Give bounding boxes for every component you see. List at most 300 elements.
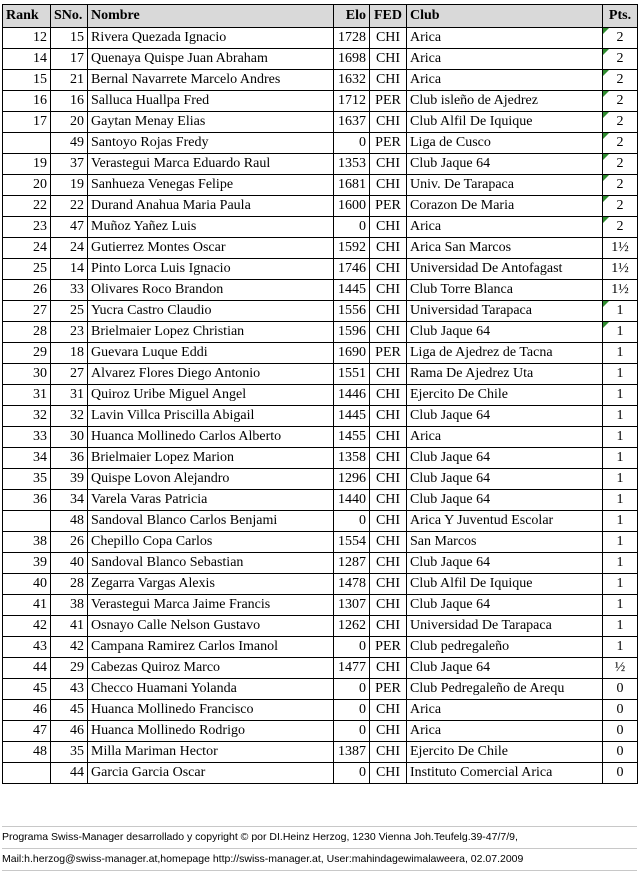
cell-elo[interactable] bbox=[334, 301, 370, 322]
cell-name[interactable] bbox=[88, 511, 334, 532]
cell-rank[interactable] bbox=[3, 616, 51, 637]
table-row bbox=[3, 616, 638, 637]
cell-fed[interactable] bbox=[370, 658, 407, 679]
cell-elo[interactable] bbox=[334, 238, 370, 259]
cell-sno[interactable] bbox=[51, 511, 88, 532]
col-header-pts[interactable]: Pts. bbox=[603, 5, 638, 28]
cell-pts[interactable] bbox=[603, 196, 638, 217]
cell-rank[interactable] bbox=[3, 175, 51, 196]
col-header-elo[interactable]: Elo bbox=[334, 5, 370, 28]
cell-rank[interactable] bbox=[3, 406, 51, 427]
cell-sno[interactable] bbox=[51, 301, 88, 322]
cell-rank[interactable] bbox=[3, 364, 51, 385]
cell-name[interactable] bbox=[88, 217, 334, 238]
cell-pts[interactable] bbox=[603, 301, 638, 322]
cell-elo[interactable] bbox=[334, 154, 370, 175]
cell-pts[interactable] bbox=[603, 553, 638, 574]
cell-elo[interactable] bbox=[334, 763, 370, 784]
cell-name[interactable] bbox=[88, 322, 334, 343]
cell-sno[interactable] bbox=[51, 616, 88, 637]
cell-club-value: Club Jaque 64 bbox=[410, 555, 491, 570]
cell-elo[interactable] bbox=[334, 280, 370, 301]
comment-indicator-icon[interactable] bbox=[603, 49, 609, 55]
cell-fed[interactable] bbox=[370, 49, 407, 70]
cell-sno[interactable] bbox=[51, 637, 88, 658]
cell-rank[interactable] bbox=[3, 49, 51, 70]
comment-indicator-icon[interactable] bbox=[603, 91, 609, 97]
cell-sno-value: 19 bbox=[70, 177, 84, 192]
cell-name[interactable] bbox=[88, 469, 334, 490]
cell-pts[interactable] bbox=[603, 616, 638, 637]
cell-rank[interactable] bbox=[3, 217, 51, 238]
cell-sno[interactable] bbox=[51, 280, 88, 301]
cell-elo[interactable] bbox=[334, 511, 370, 532]
comment-indicator-icon[interactable] bbox=[603, 196, 609, 202]
table-row bbox=[3, 511, 638, 532]
cell-club[interactable] bbox=[407, 511, 603, 532]
cell-rank[interactable] bbox=[3, 112, 51, 133]
cell-fed-value: CHI bbox=[375, 324, 401, 339]
cell-name[interactable] bbox=[88, 637, 334, 658]
cell-club[interactable] bbox=[407, 343, 603, 364]
cell-fed[interactable] bbox=[370, 469, 407, 490]
cell-elo[interactable] bbox=[334, 49, 370, 70]
cell-club[interactable] bbox=[407, 175, 603, 196]
cell-rank[interactable] bbox=[3, 259, 51, 280]
cell-elo[interactable] bbox=[334, 406, 370, 427]
cell-club[interactable] bbox=[407, 469, 603, 490]
cell-name[interactable] bbox=[88, 763, 334, 784]
col-header-fed[interactable]: FED bbox=[370, 5, 407, 28]
cell-sno[interactable] bbox=[51, 49, 88, 70]
cell-name[interactable] bbox=[88, 175, 334, 196]
cell-rank[interactable] bbox=[3, 469, 51, 490]
cell-pts[interactable] bbox=[603, 238, 638, 259]
comment-indicator-icon[interactable] bbox=[603, 217, 609, 223]
cell-name[interactable] bbox=[88, 742, 334, 763]
cell-elo[interactable] bbox=[334, 742, 370, 763]
cell-sno[interactable] bbox=[51, 322, 88, 343]
cell-elo[interactable] bbox=[334, 574, 370, 595]
cell-fed[interactable] bbox=[370, 742, 407, 763]
cell-elo[interactable] bbox=[334, 28, 370, 49]
cell-rank[interactable] bbox=[3, 511, 51, 532]
cell-pts[interactable] bbox=[603, 490, 638, 511]
cell-name[interactable] bbox=[88, 490, 334, 511]
cell-fed[interactable] bbox=[370, 91, 407, 112]
cell-fed[interactable] bbox=[370, 427, 407, 448]
col-header-sno[interactable]: SNo. bbox=[51, 5, 88, 28]
cell-elo[interactable] bbox=[334, 217, 370, 238]
cell-rank[interactable] bbox=[3, 574, 51, 595]
cell-elo[interactable] bbox=[334, 343, 370, 364]
cell-elo[interactable] bbox=[334, 175, 370, 196]
cell-elo-value: 1445 bbox=[338, 408, 366, 423]
cell-pts[interactable] bbox=[603, 595, 638, 616]
cell-pts[interactable] bbox=[603, 700, 638, 721]
cell-pts[interactable] bbox=[603, 217, 638, 238]
cell-pts[interactable] bbox=[603, 679, 638, 700]
cell-name-value: Varela Varas Patricia bbox=[91, 492, 208, 507]
cell-elo[interactable] bbox=[334, 637, 370, 658]
cell-club[interactable] bbox=[407, 742, 603, 763]
cell-fed-value: CHI bbox=[375, 597, 401, 612]
cell-rank[interactable] bbox=[3, 532, 51, 553]
cell-fed[interactable] bbox=[370, 133, 407, 154]
cell-elo[interactable] bbox=[334, 595, 370, 616]
cell-sno[interactable] bbox=[51, 448, 88, 469]
cell-fed[interactable] bbox=[370, 448, 407, 469]
cell-fed-value: CHI bbox=[375, 618, 401, 633]
cell-name[interactable] bbox=[88, 49, 334, 70]
cell-club[interactable] bbox=[407, 574, 603, 595]
cell-fed[interactable] bbox=[370, 301, 407, 322]
col-header-rank[interactable]: Rank bbox=[3, 5, 51, 28]
cell-pts[interactable] bbox=[603, 49, 638, 70]
cell-club[interactable] bbox=[407, 532, 603, 553]
cell-club[interactable] bbox=[407, 91, 603, 112]
cell-rank[interactable] bbox=[3, 280, 51, 301]
cell-name-value: Alvarez Flores Diego Antonio bbox=[91, 366, 261, 381]
cell-sno[interactable] bbox=[51, 763, 88, 784]
cell-rank[interactable] bbox=[3, 658, 51, 679]
cell-name[interactable] bbox=[88, 721, 334, 742]
cell-fed[interactable] bbox=[370, 490, 407, 511]
cell-name[interactable] bbox=[88, 280, 334, 301]
cell-fed[interactable] bbox=[370, 364, 407, 385]
cell-rank[interactable] bbox=[3, 70, 51, 91]
cell-pts[interactable] bbox=[603, 364, 638, 385]
cell-sno[interactable] bbox=[51, 364, 88, 385]
cell-fed[interactable] bbox=[370, 28, 407, 49]
cell-rank[interactable] bbox=[3, 28, 51, 49]
cell-sno[interactable] bbox=[51, 343, 88, 364]
cell-elo-value: 1746 bbox=[338, 261, 366, 276]
cell-fed[interactable] bbox=[370, 259, 407, 280]
cell-rank[interactable] bbox=[3, 343, 51, 364]
cell-name[interactable] bbox=[88, 448, 334, 469]
cell-name-value: Salluca Huallpa Fred bbox=[91, 93, 210, 108]
cell-sno[interactable] bbox=[51, 385, 88, 406]
cell-sno[interactable] bbox=[51, 742, 88, 763]
cell-fed-value: CHI bbox=[375, 576, 401, 591]
cell-club[interactable] bbox=[407, 658, 603, 679]
cell-pts[interactable] bbox=[603, 658, 638, 679]
cell-pts[interactable] bbox=[603, 280, 638, 301]
cell-fed[interactable] bbox=[370, 406, 407, 427]
cell-rank[interactable] bbox=[3, 448, 51, 469]
col-header-club[interactable]: Club bbox=[407, 5, 603, 28]
cell-sno[interactable] bbox=[51, 553, 88, 574]
cell-sno[interactable] bbox=[51, 427, 88, 448]
cell-club[interactable] bbox=[407, 637, 603, 658]
cell-pts[interactable] bbox=[603, 742, 638, 763]
cell-pts[interactable] bbox=[603, 574, 638, 595]
cell-pts[interactable] bbox=[603, 448, 638, 469]
cell-sno[interactable] bbox=[51, 238, 88, 259]
cell-name[interactable] bbox=[88, 154, 334, 175]
cell-name[interactable] bbox=[88, 112, 334, 133]
cell-sno-value: 42 bbox=[70, 639, 84, 654]
cell-club-value: Arica Y Juventud Escolar bbox=[410, 513, 554, 528]
cell-club[interactable] bbox=[407, 238, 603, 259]
cell-name[interactable] bbox=[88, 553, 334, 574]
cell-name[interactable] bbox=[88, 364, 334, 385]
cell-fed[interactable] bbox=[370, 679, 407, 700]
cell-club[interactable] bbox=[407, 595, 603, 616]
cell-club[interactable] bbox=[407, 406, 603, 427]
cell-name[interactable] bbox=[88, 406, 334, 427]
cell-fed[interactable] bbox=[370, 721, 407, 742]
cell-club[interactable] bbox=[407, 448, 603, 469]
comment-indicator-icon[interactable] bbox=[603, 175, 609, 181]
cell-pts[interactable] bbox=[603, 112, 638, 133]
cell-fed[interactable] bbox=[370, 385, 407, 406]
cell-rank[interactable] bbox=[3, 385, 51, 406]
cell-sno[interactable] bbox=[51, 721, 88, 742]
cell-rank[interactable] bbox=[3, 238, 51, 259]
cell-name[interactable] bbox=[88, 238, 334, 259]
cell-pts[interactable] bbox=[603, 259, 638, 280]
cell-name[interactable] bbox=[88, 532, 334, 553]
cell-name[interactable] bbox=[88, 133, 334, 154]
cell-sno[interactable] bbox=[51, 658, 88, 679]
cell-elo[interactable] bbox=[334, 112, 370, 133]
cell-elo[interactable] bbox=[334, 70, 370, 91]
cell-sno[interactable] bbox=[51, 679, 88, 700]
cell-fed[interactable] bbox=[370, 70, 407, 91]
cell-name[interactable] bbox=[88, 301, 334, 322]
cell-name[interactable] bbox=[88, 658, 334, 679]
cell-name[interactable] bbox=[88, 343, 334, 364]
cell-elo[interactable] bbox=[334, 259, 370, 280]
cell-club[interactable] bbox=[407, 280, 603, 301]
cell-sno[interactable] bbox=[51, 154, 88, 175]
cell-rank[interactable] bbox=[3, 322, 51, 343]
comment-indicator-icon[interactable] bbox=[603, 112, 609, 118]
cell-elo[interactable] bbox=[334, 658, 370, 679]
cell-rank[interactable] bbox=[3, 742, 51, 763]
cell-rank[interactable] bbox=[3, 595, 51, 616]
cell-club[interactable] bbox=[407, 301, 603, 322]
cell-elo[interactable] bbox=[334, 448, 370, 469]
cell-pts[interactable] bbox=[603, 427, 638, 448]
cell-name[interactable] bbox=[88, 574, 334, 595]
cell-pts[interactable] bbox=[603, 322, 638, 343]
cell-club[interactable] bbox=[407, 154, 603, 175]
cell-sno[interactable] bbox=[51, 91, 88, 112]
cell-sno[interactable] bbox=[51, 217, 88, 238]
cell-sno[interactable] bbox=[51, 532, 88, 553]
comment-indicator-icon[interactable] bbox=[603, 28, 609, 34]
cell-club[interactable] bbox=[407, 322, 603, 343]
cell-club[interactable] bbox=[407, 217, 603, 238]
cell-elo[interactable] bbox=[334, 427, 370, 448]
cell-fed[interactable] bbox=[370, 763, 407, 784]
cell-rank[interactable] bbox=[3, 133, 51, 154]
cell-fed[interactable] bbox=[370, 154, 407, 175]
cell-club[interactable] bbox=[407, 112, 603, 133]
cell-pts[interactable] bbox=[603, 175, 638, 196]
cell-club[interactable] bbox=[407, 553, 603, 574]
cell-name[interactable] bbox=[88, 70, 334, 91]
cell-pts[interactable] bbox=[603, 385, 638, 406]
cell-sno[interactable] bbox=[51, 112, 88, 133]
cell-elo[interactable] bbox=[334, 91, 370, 112]
cell-fed[interactable] bbox=[370, 343, 407, 364]
cell-elo[interactable] bbox=[334, 364, 370, 385]
cell-club[interactable] bbox=[407, 49, 603, 70]
cell-pts-value: 1 bbox=[616, 492, 624, 507]
cell-name[interactable] bbox=[88, 595, 334, 616]
cell-elo[interactable] bbox=[334, 616, 370, 637]
cell-rank[interactable] bbox=[3, 91, 51, 112]
cell-rank[interactable] bbox=[3, 637, 51, 658]
cell-pts[interactable] bbox=[603, 721, 638, 742]
cell-fed[interactable] bbox=[370, 196, 407, 217]
cell-sno[interactable] bbox=[51, 469, 88, 490]
cell-pts[interactable] bbox=[603, 637, 638, 658]
cell-pts[interactable] bbox=[603, 469, 638, 490]
cell-club[interactable] bbox=[407, 385, 603, 406]
cell-elo[interactable] bbox=[334, 322, 370, 343]
cell-elo[interactable] bbox=[334, 700, 370, 721]
cell-elo-value: 0 bbox=[359, 513, 366, 528]
cell-club[interactable] bbox=[407, 616, 603, 637]
cell-fed[interactable] bbox=[370, 700, 407, 721]
cell-name[interactable] bbox=[88, 616, 334, 637]
cell-fed[interactable] bbox=[370, 574, 407, 595]
cell-fed[interactable] bbox=[370, 112, 407, 133]
cell-club[interactable] bbox=[407, 490, 603, 511]
cell-pts[interactable] bbox=[603, 28, 638, 49]
cell-elo-value: 1712 bbox=[338, 93, 366, 108]
cell-elo[interactable] bbox=[334, 532, 370, 553]
cell-fed[interactable] bbox=[370, 238, 407, 259]
cell-pts[interactable] bbox=[603, 763, 638, 784]
cell-name[interactable] bbox=[88, 196, 334, 217]
cell-elo[interactable] bbox=[334, 133, 370, 154]
cell-fed[interactable] bbox=[370, 616, 407, 637]
cell-elo[interactable] bbox=[334, 553, 370, 574]
comment-indicator-icon[interactable] bbox=[603, 133, 609, 139]
cell-rank[interactable] bbox=[3, 427, 51, 448]
cell-pts[interactable] bbox=[603, 70, 638, 91]
cell-elo[interactable] bbox=[334, 721, 370, 742]
cell-sno[interactable] bbox=[51, 70, 88, 91]
cell-fed[interactable] bbox=[370, 175, 407, 196]
comment-indicator-icon[interactable] bbox=[603, 322, 609, 328]
cell-club[interactable] bbox=[407, 364, 603, 385]
cell-sno[interactable] bbox=[51, 259, 88, 280]
cell-pts[interactable] bbox=[603, 133, 638, 154]
cell-elo[interactable] bbox=[334, 490, 370, 511]
cell-club[interactable] bbox=[407, 763, 603, 784]
cell-sno[interactable] bbox=[51, 490, 88, 511]
cell-rank[interactable] bbox=[3, 154, 51, 175]
cell-fed[interactable] bbox=[370, 637, 407, 658]
cell-club[interactable] bbox=[407, 259, 603, 280]
cell-name[interactable] bbox=[88, 385, 334, 406]
cell-fed[interactable] bbox=[370, 280, 407, 301]
cell-club[interactable] bbox=[407, 679, 603, 700]
table-row bbox=[3, 385, 638, 406]
cell-fed-value: CHI bbox=[375, 660, 401, 675]
cell-elo[interactable] bbox=[334, 679, 370, 700]
cell-club[interactable] bbox=[407, 700, 603, 721]
cell-rank[interactable] bbox=[3, 490, 51, 511]
cell-elo[interactable] bbox=[334, 385, 370, 406]
cell-pts[interactable] bbox=[603, 343, 638, 364]
cell-club[interactable] bbox=[407, 721, 603, 742]
cell-fed[interactable] bbox=[370, 532, 407, 553]
cell-name[interactable] bbox=[88, 427, 334, 448]
cell-sno[interactable] bbox=[51, 595, 88, 616]
cell-pts[interactable] bbox=[603, 511, 638, 532]
cell-rank[interactable] bbox=[3, 196, 51, 217]
cell-pts[interactable] bbox=[603, 406, 638, 427]
cell-elo[interactable] bbox=[334, 469, 370, 490]
cell-pts[interactable] bbox=[603, 91, 638, 112]
cell-elo-value: 1478 bbox=[338, 576, 366, 591]
cell-club[interactable] bbox=[407, 196, 603, 217]
cell-rank[interactable] bbox=[3, 700, 51, 721]
cell-sno[interactable] bbox=[51, 28, 88, 49]
cell-name[interactable] bbox=[88, 259, 334, 280]
cell-sno[interactable] bbox=[51, 196, 88, 217]
cell-name-value: Pinto Lorca Luis Ignacio bbox=[91, 261, 231, 276]
cell-sno[interactable] bbox=[51, 133, 88, 154]
cell-sno[interactable] bbox=[51, 175, 88, 196]
cell-fed[interactable] bbox=[370, 553, 407, 574]
cell-sno[interactable] bbox=[51, 406, 88, 427]
cell-sno-value: 44 bbox=[70, 765, 84, 780]
cell-club[interactable] bbox=[407, 133, 603, 154]
cell-elo-value: 0 bbox=[359, 702, 366, 717]
cell-rank[interactable] bbox=[3, 721, 51, 742]
table-row bbox=[3, 154, 638, 175]
comment-indicator-icon[interactable] bbox=[603, 301, 609, 307]
cell-fed[interactable] bbox=[370, 511, 407, 532]
comment-indicator-icon[interactable] bbox=[603, 154, 609, 160]
cell-pts-value: 0 bbox=[616, 744, 624, 759]
cell-sno[interactable] bbox=[51, 574, 88, 595]
cell-fed[interactable] bbox=[370, 322, 407, 343]
cell-name[interactable] bbox=[88, 700, 334, 721]
cell-rank[interactable] bbox=[3, 763, 51, 784]
cell-pts[interactable] bbox=[603, 532, 638, 553]
cell-pts[interactable] bbox=[603, 154, 638, 175]
cell-fed[interactable] bbox=[370, 217, 407, 238]
col-header-name[interactable]: Nombre bbox=[88, 5, 334, 28]
cell-club[interactable] bbox=[407, 70, 603, 91]
cell-rank-value: 31 bbox=[33, 387, 47, 402]
cell-rank[interactable] bbox=[3, 553, 51, 574]
cell-name[interactable] bbox=[88, 679, 334, 700]
cell-name[interactable] bbox=[88, 91, 334, 112]
cell-rank[interactable] bbox=[3, 679, 51, 700]
cell-elo[interactable] bbox=[334, 196, 370, 217]
cell-club[interactable] bbox=[407, 427, 603, 448]
cell-club[interactable] bbox=[407, 28, 603, 49]
cell-fed[interactable] bbox=[370, 595, 407, 616]
comment-indicator-icon[interactable] bbox=[603, 70, 609, 76]
cell-name[interactable] bbox=[88, 28, 334, 49]
cell-name-value: Verastegui Marca Eduardo Raul bbox=[91, 156, 271, 171]
cell-pts-value: 1 bbox=[616, 450, 624, 465]
cell-sno[interactable] bbox=[51, 700, 88, 721]
cell-rank[interactable] bbox=[3, 301, 51, 322]
